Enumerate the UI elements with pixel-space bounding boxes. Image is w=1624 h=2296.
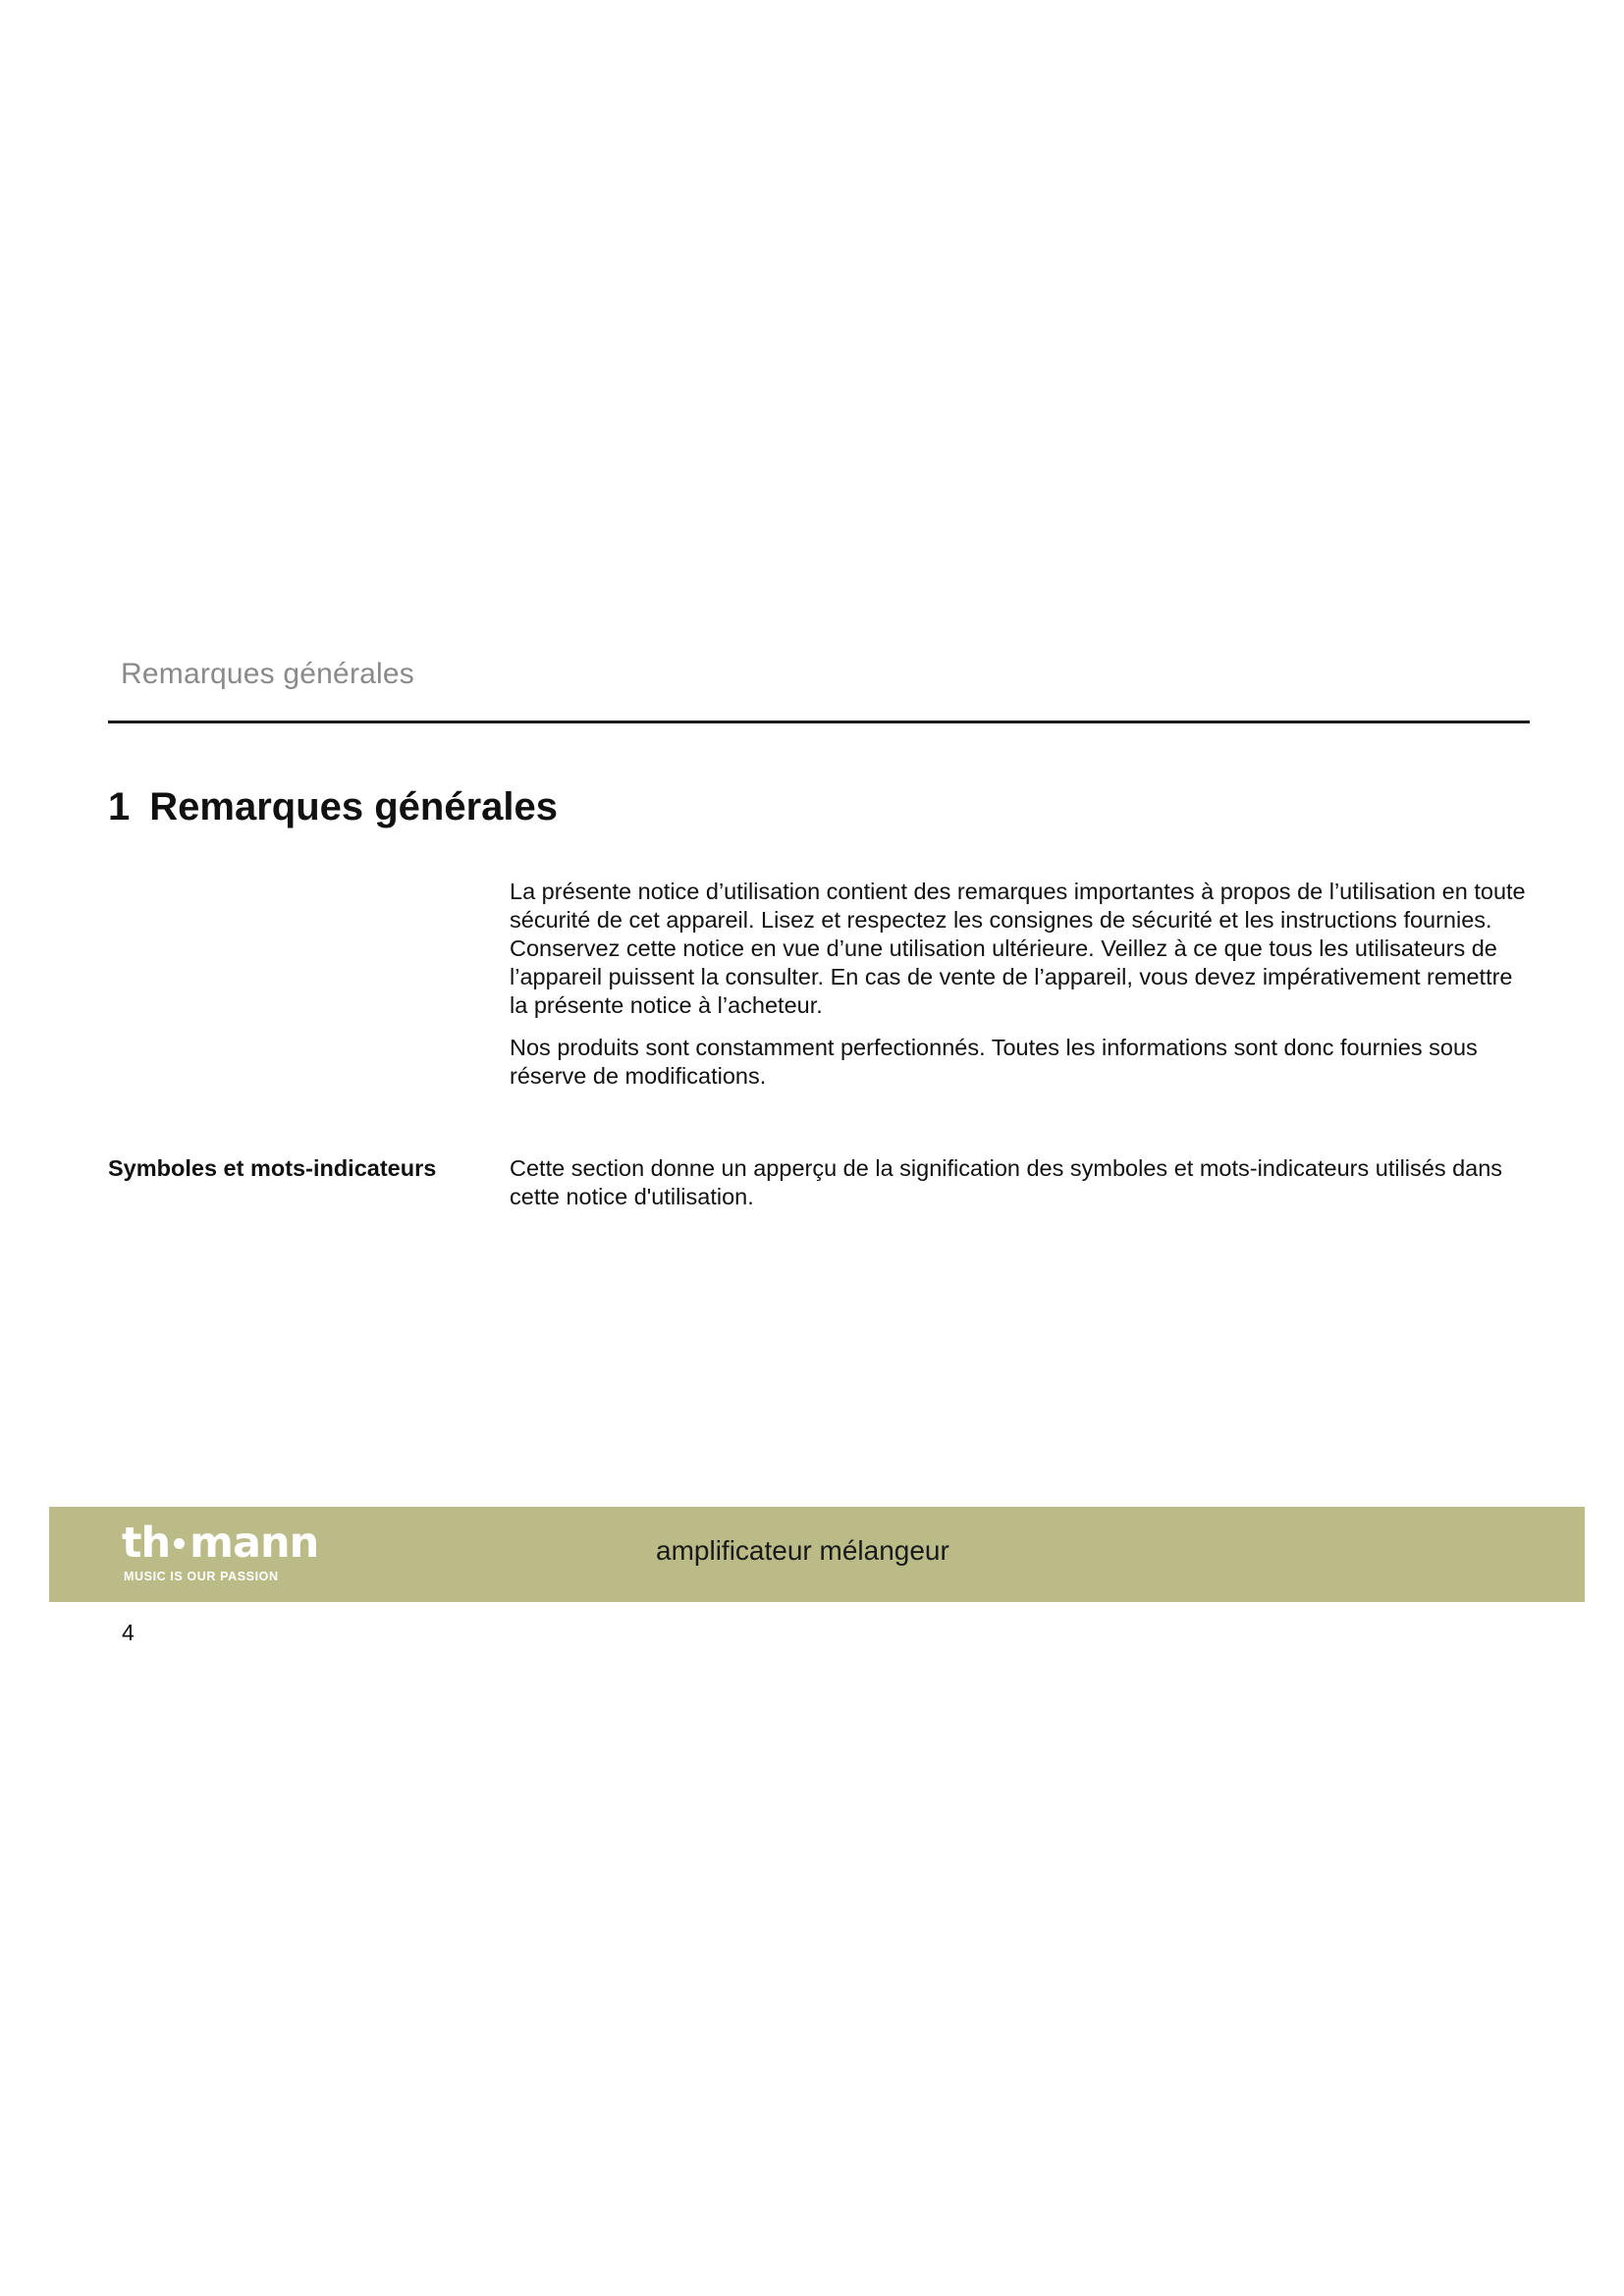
thomann-logo: [122, 1521, 318, 1589]
header-rule: [108, 721, 1530, 723]
intro-paragraph: Nos produits sont constamment perfectionnés. Toutes les informations sont donc fournies sous réserve de modifications.: [510, 1035, 1478, 1089]
logo-dot-icon: [174, 1538, 185, 1549]
chapter-title-text: Remarques générales: [149, 785, 559, 828]
chapter-title: [108, 785, 558, 829]
footer-band: [49, 1507, 1585, 1602]
section-paragraph: Cette section donne un apperçu de la signification des symboles et mots-indicateurs utilisés dans cette notice d'utilisation.: [510, 1155, 1503, 1209]
logo-tagline: MUSIC IS OUR PASSION: [124, 1570, 279, 1583]
running-header: Remarques générales: [121, 658, 414, 690]
intro-content: [510, 878, 1536, 1104]
section-text: [510, 1154, 1536, 1211]
footer-product-name: amplificateur mélangeur: [656, 1535, 949, 1566]
chapter-number: 1: [108, 785, 131, 828]
intro-paragraph: La présente notice d’utilisation contient des remarques importantes à propos de l’utilisation en toute sécurité de cet appareil. Lisez et respectez les consignes de sécurité et les instructions fournies. Conservez cette notice en vue d’une utilisation ultérieure. Veillez à ce que tous les utilisateurs de l’appareil puissent la consulter. En cas de vente de l’appareil, vous devez impérativement remettre la présente notice à l’acheteur.: [510, 879, 1526, 1018]
section-label: Symboles et mots-indicateurs: [108, 1155, 437, 1181]
logo-wordmark: th mann: [122, 1519, 319, 1568]
page-number: 4: [122, 1620, 135, 1645]
